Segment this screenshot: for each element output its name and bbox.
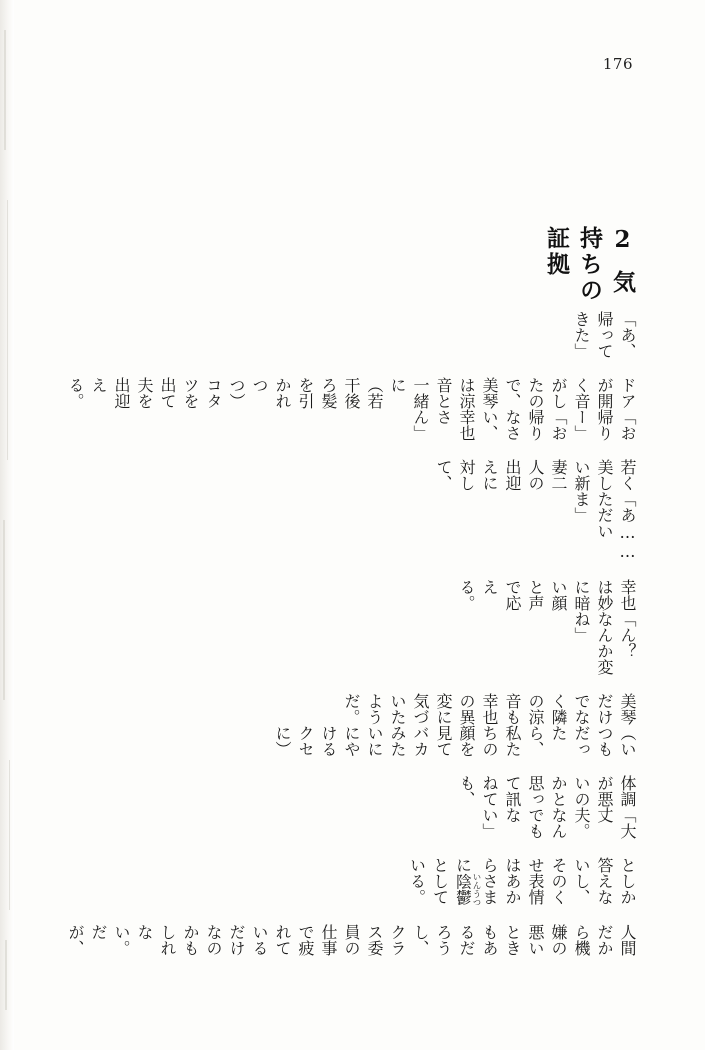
chapter-title-text: 気持ちの証拠 [543,226,636,304]
text-line: 「大丈夫。なんでもない」 [480,806,637,839]
text-line: 「あ……ただいま」 [572,490,637,561]
body-text [66,310,639,957]
text-line: 「あ、帰ってきた」 [572,310,637,359]
scan-mark [3,520,5,700]
scan-mark [4,30,6,150]
scan-mark [9,760,10,910]
scan-mark [7,200,8,460]
chapter-heading [105,96,639,311]
text-line: 「ん？ なんか変ね」 [572,610,637,675]
text-line: 若く美しい新妻二人の出迎えに対して、 [434,458,637,491]
text-line: 美琴だけでなく隣の涼音も幸也の異変に気づいたようだ。 [342,692,637,725]
text-line: 「お帰りー」「お帰りなさい、幸也さん」 [411,408,637,441]
text-line: 幸也は妙に暗い顔と声で応える。 [457,578,637,611]
page-text-block [66,96,639,956]
text-line: 体調が悪いのかと思って訊ねても、 [457,774,637,807]
text-line: （いつもだったら、私たちの顔を見てバカみたいににやけるクセに） [273,724,637,757]
text-line: 人間だから機嫌の悪いときもあるだろうし、クラス委員の仕事で疲れているだけなのかもしれない。だが、 [66,924,637,956]
chapter-number: 2 [609,226,636,256]
text-line-with-ruby: としか答えないし、そのくせ表情はあからさまに陰鬱いんうつとしている。 [407,856,637,906]
page-number: 176 [602,55,633,73]
scan-mark [5,940,7,1010]
text-line: ドアが開く音がしたので、美琴は涼音と一緒に（若干後ろ髪を引かれつつ）コタツを出て夫を出迎える。 [66,376,637,409]
